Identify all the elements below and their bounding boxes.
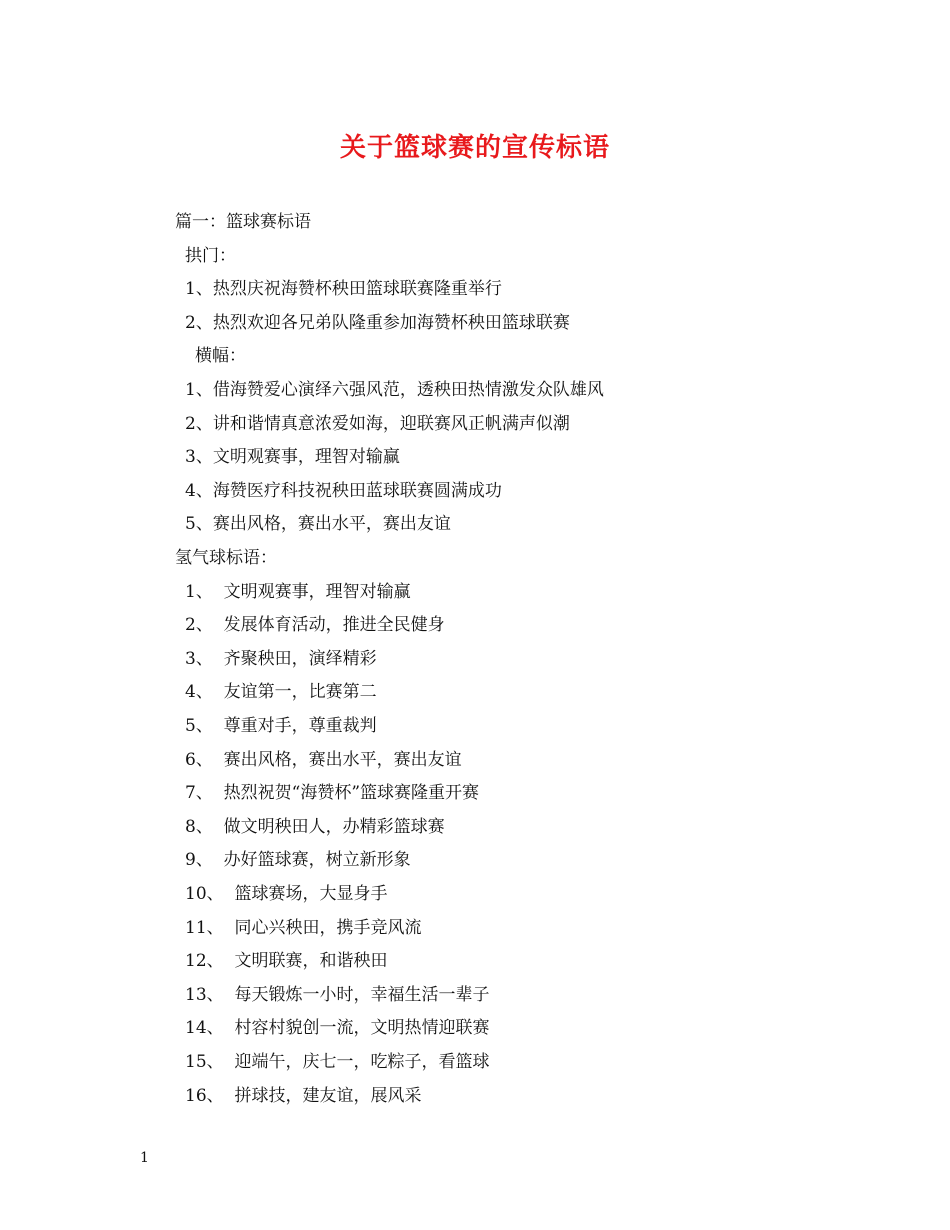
document-title: 关于篮球赛的宣传标语 bbox=[339, 133, 610, 163]
text-line: 横幅： bbox=[195, 346, 246, 367]
text-line: 1、 文明观赛事，理智对输赢 bbox=[185, 581, 411, 602]
text-line: 7、 热烈祝贺“海赞杯”篮球赛隆重开赛 bbox=[185, 783, 480, 804]
text-line: 12、 文明联赛，和谐秧田 bbox=[185, 951, 388, 972]
text-line: 14、 村容村貌创一流，文明热情迎联赛 bbox=[185, 1018, 490, 1039]
text-line: 13、 每天锻炼一小时，幸福生活一辈子 bbox=[185, 984, 490, 1005]
text-line: 5、 尊重对手，尊重裁判 bbox=[185, 716, 377, 736]
text-line: 拱门： bbox=[185, 245, 236, 266]
text-line: 2、讲和谐情真意浓爱如海，迎联赛风正帆满声似潮 bbox=[185, 413, 570, 434]
text-line: 3、文明观赛事，理智对输赢 bbox=[185, 447, 400, 468]
page-number: 1 bbox=[140, 1150, 149, 1166]
text-line: 2、 发展体育活动，推进全民健身 bbox=[185, 615, 445, 636]
text-line: 11、 同心兴秧田，携手竞风流 bbox=[185, 917, 422, 938]
text-line: 8、 做文明秧田人，办精彩篮球赛 bbox=[185, 816, 445, 837]
text-line: 15、 迎端午，庆七一，吃粽子，看篮球 bbox=[185, 1052, 490, 1072]
text-line: 5、赛出风格，赛出水平，赛出友谊 bbox=[185, 514, 451, 535]
text-line: 2、热烈欢迎各兄弟队隆重参加海赞杯秧田篮球联赛 bbox=[185, 312, 570, 333]
text-line: 氢气球标语： bbox=[175, 548, 277, 568]
text-line: 1、热烈庆祝海赞杯秧田篮球联赛隆重举行 bbox=[185, 279, 502, 300]
text-line: 4、海赞医疗科技祝秧田蓝球联赛圆满成功 bbox=[185, 480, 502, 501]
text-line: 4、 友谊第一，比赛第二 bbox=[185, 682, 377, 703]
text-line: 10、 篮球赛场，大显身手 bbox=[185, 884, 388, 904]
text-line: 3、 齐聚秧田，演绎精彩 bbox=[185, 648, 377, 669]
text-line: 6、 赛出风格，赛出水平，赛出友谊 bbox=[185, 749, 462, 770]
text-line: 1、借海赞爱心演绎六强风范，透秧田热情激发众队雄风 bbox=[185, 380, 604, 400]
text-line: 篇一：篮球赛标语 bbox=[175, 212, 311, 232]
text-line: 16、 拼球技，建友谊，展风采 bbox=[185, 1085, 422, 1106]
text-line: 9、 办好篮球赛，树立新形象 bbox=[185, 850, 411, 871]
